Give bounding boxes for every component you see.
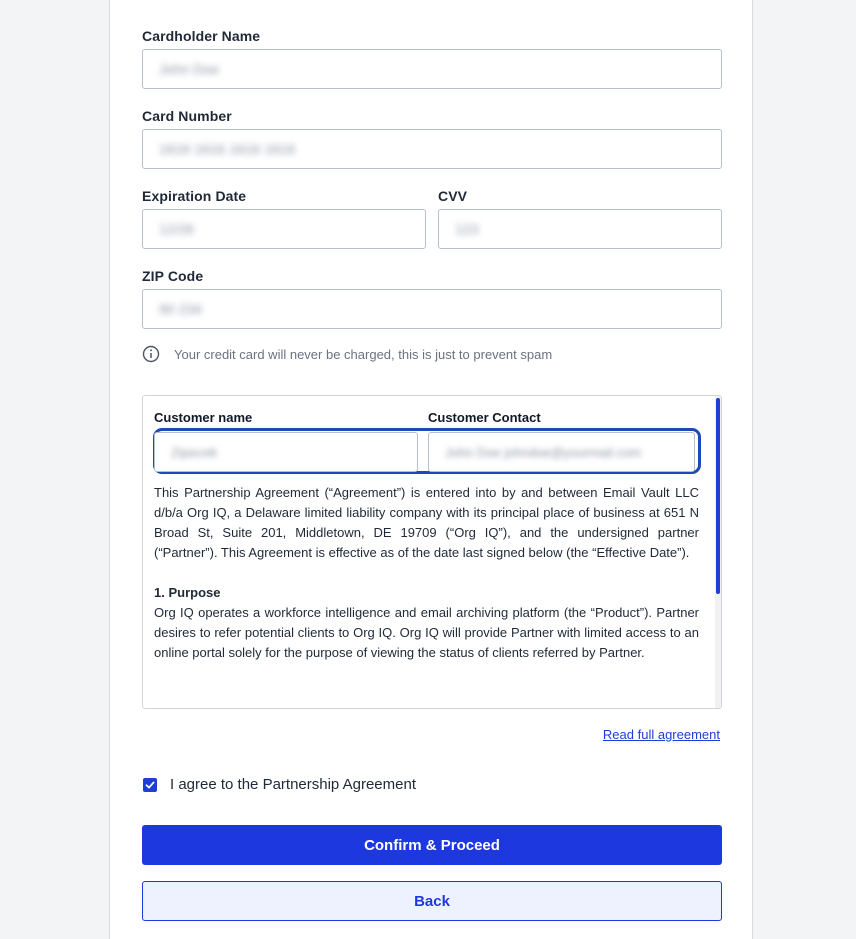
cardholder-name-value: John Doe (159, 61, 219, 77)
agree-checkbox[interactable] (143, 778, 157, 792)
customer-contact-input[interactable] (428, 432, 695, 472)
cvv-value: 123 (455, 221, 479, 237)
agree-row[interactable] (143, 776, 416, 793)
customer-name-label: Customer name (154, 410, 253, 425)
expiration-date-value: 12/26 (159, 221, 195, 237)
cardholder-name-input[interactable] (142, 49, 722, 89)
cardholder-name-label: Cardholder Name (142, 28, 261, 44)
customer-contact-value: John Doe johndoe@yourmail.com (445, 444, 642, 460)
info-icon (142, 345, 160, 363)
cvv-input[interactable] (438, 209, 722, 249)
expiration-date-label: Expiration Date (142, 188, 247, 204)
customer-name-value: Zipscott (171, 444, 217, 460)
section-purpose-text: Org IQ operates a workforce intelligence and email archiving platform (the “Product”). Partner desires to refer potential clients to Org IQ. Org IQ will provide Partner with limited access to an online portal solely for the purpose of viewing the status of clients referred by Partner. (154, 605, 699, 660)
expiration-date-input[interactable] (142, 209, 426, 249)
card-number-label: Card Number (142, 108, 232, 124)
spam-note (142, 345, 552, 363)
card-number-input[interactable] (142, 129, 722, 169)
back-button[interactable]: Back (142, 881, 722, 921)
spam-note-text: Your credit card will never be charged, this is just to prevent spam (174, 346, 553, 362)
zip-code-input[interactable] (142, 289, 722, 329)
agreement-scrollbar[interactable] (715, 396, 721, 708)
section-purpose-title: 1. Purpose (154, 585, 221, 600)
payment-card (109, 0, 753, 939)
agreement-intro: This Partnership Agreement (“Agreement”) is entered into by and between Email Vault LLC d/b/a Org IQ, a Delaware limited liability company with its principal place of business at 651 N Broad St, Suite 201, Middletown, DE 19709 (“Org IQ”), and the undersigned partner (“Partner”). This Agreement is effective as of the date last signed below (the “Effective Date”). (154, 485, 699, 560)
customer-contact-label: Customer Contact (428, 410, 541, 425)
customer-name-input[interactable] (154, 432, 418, 472)
card-number-value: 1616 1616 1616 1616 (159, 141, 296, 157)
agreement-text (154, 483, 699, 683)
agree-label: I agree to the Partnership Agreement (170, 776, 416, 793)
read-full-agreement-link[interactable]: Read full agreement (602, 727, 720, 742)
checkmark-icon (145, 780, 155, 790)
confirm-proceed-button[interactable]: Confirm & Proceed (142, 825, 722, 865)
cvv-label: CVV (438, 188, 468, 204)
zip-code-value: 90 234 (159, 301, 202, 317)
zip-code-label: ZIP Code (142, 268, 204, 284)
agreement-scrollbar-thumb[interactable] (716, 398, 720, 594)
agreement-scroll-box[interactable] (142, 395, 722, 709)
